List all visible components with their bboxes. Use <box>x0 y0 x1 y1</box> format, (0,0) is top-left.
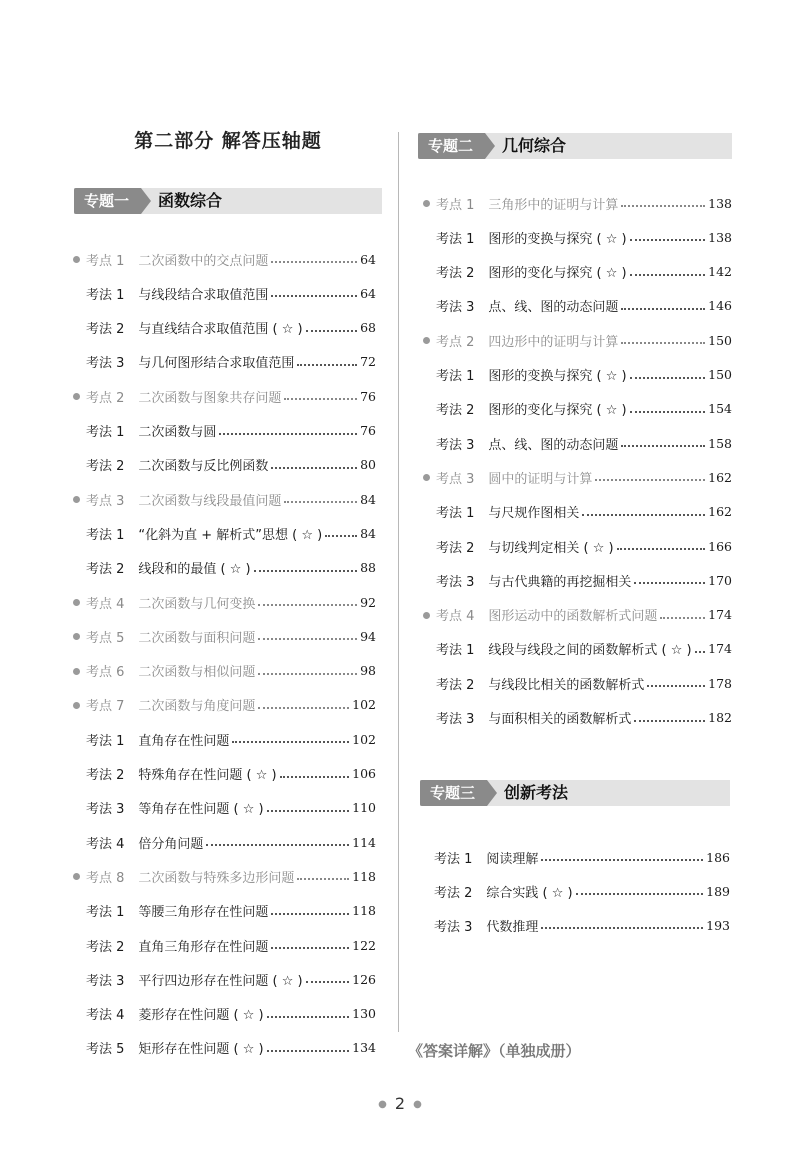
dot-leader <box>258 604 357 606</box>
entry-title: 与线段比相关的函数解析式 <box>488 677 645 693</box>
entry-label: 考法 1 <box>436 231 475 247</box>
toc-entry-method[interactable] <box>434 914 730 936</box>
entry-title: 代数推理 <box>486 919 539 935</box>
entry-label: 考法 2 <box>434 885 473 901</box>
entry-page: 126 <box>352 971 376 987</box>
entry-label: 考法 1 <box>436 506 475 522</box>
dot-leader <box>206 844 349 846</box>
entry-title: 图形的变换与探究 ( ☆ ) <box>488 231 627 247</box>
topic-tag: 专题二 <box>418 133 485 159</box>
entry-title: 图形的变化与探究 ( ☆ ) <box>488 403 627 419</box>
dot-leader <box>634 582 705 584</box>
entry-page: 130 <box>352 1006 376 1022</box>
dot-leader <box>695 651 706 653</box>
toc-entry-method[interactable] <box>86 1037 376 1059</box>
entry-page: 138 <box>708 195 732 211</box>
entry-title: 圆中的证明与计算 <box>488 471 593 487</box>
entry-label: 考点 1 <box>436 197 475 213</box>
entry-page: 138 <box>708 229 732 245</box>
entry-page: 193 <box>706 917 730 933</box>
entry-label: 考法 3 <box>434 919 473 935</box>
entry-page: 182 <box>708 710 732 725</box>
entry-page: 154 <box>708 401 732 417</box>
entry-label: 考法 4 <box>86 1008 125 1024</box>
toc-entry-method[interactable] <box>436 672 732 694</box>
entry-title: 二次函数与相似问题 <box>138 665 256 681</box>
toc-entry-method[interactable] <box>436 432 732 454</box>
toc-entry-method[interactable] <box>436 261 732 283</box>
toc-entry-method[interactable] <box>86 557 376 579</box>
dot-leader <box>267 1050 350 1052</box>
entry-label: 考点 4 <box>86 596 125 612</box>
entry-title: “化斜为直 + 解析式”思想 ( ☆ ) <box>138 527 323 543</box>
entry-label: 考法 2 <box>86 562 125 578</box>
entry-label: 考法 3 <box>86 356 125 372</box>
dot-leader <box>284 501 357 503</box>
dot-leader <box>630 377 706 379</box>
entry-label: 考法 3 <box>436 712 475 727</box>
toc-entry-method[interactable] <box>436 638 732 660</box>
entry-label: 考法 1 <box>436 369 475 384</box>
entry-label: 考法 4 <box>86 836 125 852</box>
dot-leader <box>306 330 357 332</box>
entry-label: 考法 1 <box>86 527 125 543</box>
toc-entry-method[interactable] <box>436 569 732 591</box>
entry-title: 直角三角形存在性问题 <box>138 939 269 955</box>
dot-leader <box>630 274 706 276</box>
entry-title: 与面积相关的函数解析式 <box>488 712 632 727</box>
dot-leader <box>630 239 706 241</box>
dot-leader <box>232 741 349 743</box>
toc-entry-method[interactable] <box>436 398 732 420</box>
entry-title: 与线段结合求取值范围 <box>138 287 269 303</box>
entry-page: 72 <box>360 354 376 370</box>
entry-title: 菱形存在性问题 ( ☆ ) <box>138 1008 264 1024</box>
dot-leader <box>634 720 705 722</box>
topic-banner-innovation <box>420 780 730 806</box>
toc-entry-method[interactable] <box>86 351 376 373</box>
toc-entry-point[interactable] <box>86 591 376 613</box>
entry-label: 考法 3 <box>436 574 475 590</box>
toc-entry-method[interactable] <box>86 831 376 853</box>
bullet-icon: ● <box>413 1099 422 1110</box>
topic-title: 几何综合 <box>502 136 567 155</box>
column-divider <box>398 132 399 1032</box>
entry-title: 直角存在性问题 <box>138 733 230 749</box>
bullet-icon <box>73 393 80 400</box>
dot-leader <box>576 893 704 895</box>
entry-title: 与直线结合求取值范围 ( ☆ ) <box>138 322 303 338</box>
entry-title: 二次函数与反比例函数 <box>138 459 269 475</box>
topic-title: 函数综合 <box>158 191 223 210</box>
dot-leader <box>271 467 357 469</box>
entry-title: 线段与线段之间的函数解析式 ( ☆ ) <box>488 643 692 659</box>
entry-page: 106 <box>352 766 376 781</box>
entry-page: 174 <box>708 641 732 657</box>
dot-leader <box>621 308 705 310</box>
entry-title: 点、线、图的动态问题 <box>488 437 619 453</box>
dot-leader <box>541 927 703 929</box>
entry-label: 考点 1 <box>86 253 125 269</box>
entry-label: 考法 1 <box>436 643 475 659</box>
entry-page: 189 <box>706 883 730 899</box>
entry-page: 174 <box>708 607 732 623</box>
entry-label: 考点 3 <box>436 471 475 487</box>
entry-page: 150 <box>708 367 732 382</box>
entry-title: 图形运动中的函数解析式问题 <box>488 609 658 625</box>
dot-leader <box>219 433 357 435</box>
entry-label: 考法 3 <box>86 802 125 818</box>
entry-page: 186 <box>706 849 730 865</box>
dot-leader <box>541 859 703 861</box>
topic-tag: 专题一 <box>74 188 141 214</box>
toc-entry-point[interactable] <box>86 694 376 716</box>
toc-entry-point[interactable] <box>86 625 376 647</box>
entry-page: 102 <box>352 697 376 713</box>
entry-title: 倍分角问题 <box>138 836 204 852</box>
entry-page: 178 <box>708 675 732 691</box>
entry-label: 考点 8 <box>86 870 125 886</box>
entry-label: 考点 4 <box>436 609 475 625</box>
entry-label: 考点 2 <box>86 390 125 406</box>
entry-label: 考法 1 <box>434 851 473 867</box>
toc-entry-method[interactable] <box>434 846 730 868</box>
topic-banner-functions <box>74 188 382 214</box>
toc-entry-point[interactable] <box>86 488 376 510</box>
dot-leader <box>621 205 705 207</box>
bullet-icon <box>423 337 430 344</box>
entry-label: 考法 1 <box>86 905 125 921</box>
entry-page: 64 <box>360 251 376 267</box>
bullet-icon <box>423 474 430 481</box>
dot-leader <box>582 514 705 516</box>
dot-leader <box>258 673 357 675</box>
dot-leader <box>325 535 357 537</box>
entry-page: 102 <box>352 731 376 747</box>
toc-entry-point[interactable] <box>436 604 732 626</box>
entry-title: 二次函数与角度问题 <box>138 699 256 715</box>
toc-entry-point[interactable] <box>86 865 376 887</box>
entry-label: 考点 5 <box>86 630 125 646</box>
entry-page: 88 <box>360 560 376 576</box>
entry-page: 162 <box>708 469 732 485</box>
entry-label: 考点 6 <box>86 665 125 681</box>
toc-entry-method[interactable] <box>86 900 376 922</box>
entry-title: 平行四边形存在性问题 ( ☆ ) <box>138 973 303 989</box>
entry-title: 点、线、图的动态问题 <box>488 300 619 316</box>
entry-page: 64 <box>360 285 376 301</box>
entry-page: 162 <box>708 504 732 520</box>
toc-entry-method[interactable] <box>86 522 376 544</box>
entry-label: 考法 2 <box>86 322 125 338</box>
entry-page: 122 <box>352 937 376 953</box>
dot-leader <box>647 685 705 687</box>
bullet-icon: ● <box>378 1099 387 1110</box>
bullet-icon <box>423 612 430 619</box>
page-number-value: 2 <box>394 1094 406 1113</box>
toc-entry-point[interactable] <box>436 466 732 488</box>
entry-page: 98 <box>360 663 376 679</box>
entry-page: 76 <box>360 388 376 404</box>
bullet-icon <box>73 599 80 606</box>
toc-entry-point[interactable] <box>86 248 376 270</box>
toc-entry-point[interactable] <box>436 192 732 214</box>
entry-page: 92 <box>360 594 376 610</box>
entry-title: 等角存在性问题 ( ☆ ) <box>138 802 264 818</box>
entry-label: 考法 2 <box>436 266 475 282</box>
entry-title: 阅读理解 <box>486 851 539 867</box>
entry-title: 与尺规作图相关 <box>488 506 580 522</box>
toc-entry-point[interactable] <box>86 660 376 682</box>
toc-entry-method[interactable] <box>86 317 376 339</box>
entry-page: 150 <box>708 332 732 348</box>
entry-title: 二次函数与几何变换 <box>138 596 256 612</box>
entry-label: 考法 1 <box>86 425 125 440</box>
entry-label: 考法 1 <box>86 733 125 749</box>
entry-title: 图形的变换与探究 ( ☆ ) <box>488 369 627 384</box>
entry-label: 考法 2 <box>436 677 475 693</box>
entry-page: 94 <box>360 628 376 644</box>
entry-label: 考法 2 <box>86 459 125 475</box>
entry-title: 二次函数与图象共存问题 <box>138 390 282 406</box>
bullet-icon <box>423 200 430 207</box>
dot-leader <box>660 617 705 619</box>
entry-title: 四边形中的证明与计算 <box>488 334 619 350</box>
toc-entry-point[interactable] <box>86 385 376 407</box>
entry-title: 与切线判定相关 ( ☆ ) <box>488 540 614 556</box>
dot-leader <box>267 1016 350 1018</box>
entry-title: 等腰三角形存在性问题 <box>138 905 269 921</box>
bullet-icon <box>73 702 80 709</box>
entry-page: 114 <box>352 834 376 850</box>
toc-entry-method[interactable] <box>86 282 376 304</box>
entry-page: 142 <box>708 264 732 280</box>
entry-title: 矩形存在性问题 ( ☆ ) <box>138 1042 264 1058</box>
page-number <box>0 1094 800 1113</box>
topic-tag: 专题三 <box>420 780 487 806</box>
entry-label: 考法 1 <box>86 287 125 303</box>
dot-leader <box>617 548 706 550</box>
entry-title: 二次函数与线段最值问题 <box>138 493 282 509</box>
dot-leader <box>267 810 350 812</box>
toc-entry-method[interactable] <box>86 968 376 990</box>
dot-leader <box>284 398 357 400</box>
entry-label: 考法 2 <box>86 939 125 955</box>
entry-page: 158 <box>708 435 732 451</box>
dot-leader <box>258 707 349 709</box>
bullet-icon <box>73 496 80 503</box>
entry-page: 110 <box>352 800 376 816</box>
dot-leader <box>271 947 349 949</box>
toc-entry-method[interactable] <box>436 501 732 523</box>
dot-leader <box>630 411 706 413</box>
toc-entry-method[interactable] <box>86 797 376 819</box>
entry-title: 二次函数与圆 <box>138 425 217 440</box>
dot-leader <box>271 913 349 915</box>
entry-page: 146 <box>708 298 732 314</box>
entry-page: 118 <box>352 868 376 884</box>
entry-page: 118 <box>352 903 376 919</box>
entry-label: 考点 3 <box>86 493 125 509</box>
entry-label: 考法 2 <box>436 403 475 419</box>
entry-label: 考法 3 <box>436 300 475 316</box>
entry-page: 166 <box>708 538 732 554</box>
dot-leader <box>621 445 705 447</box>
toc-entry-method[interactable] <box>436 364 732 386</box>
toc-entry-method[interactable] <box>436 535 732 557</box>
bullet-icon <box>73 873 80 880</box>
toc-entry-method[interactable] <box>436 707 732 729</box>
entry-label: 考点 2 <box>436 334 475 350</box>
bullet-icon <box>73 633 80 640</box>
dot-leader <box>258 638 357 640</box>
dot-leader <box>297 878 349 880</box>
dot-leader <box>621 342 705 344</box>
entry-title: 线段和的最值 ( ☆ ) <box>138 562 251 578</box>
entry-title: 综合实践 ( ☆ ) <box>486 885 573 901</box>
entry-label: 考法 3 <box>86 973 125 989</box>
entry-page: 68 <box>360 320 376 336</box>
entry-title: 与古代典籍的再挖掘相关 <box>488 574 632 590</box>
toc-entry-method[interactable] <box>86 934 376 956</box>
entry-label: 考法 2 <box>86 768 125 783</box>
entry-title: 与几何图形结合求取值范围 <box>138 356 295 372</box>
entry-label: 考法 5 <box>86 1042 125 1058</box>
toc-entry-method[interactable] <box>436 295 732 317</box>
entry-page: 170 <box>708 572 732 588</box>
entry-page: 76 <box>360 423 376 438</box>
entry-page: 134 <box>352 1040 376 1056</box>
entry-title: 二次函数与面积问题 <box>138 630 256 646</box>
entry-label: 考法 3 <box>436 437 475 453</box>
entry-label: 考点 7 <box>86 699 125 715</box>
answer-booklet-note: 《答案详解》（单独成册） <box>408 1042 581 1060</box>
page-title: 第二部分 解答压轴题 <box>134 130 322 152</box>
entry-title: 二次函数中的交点问题 <box>138 253 269 269</box>
dot-leader <box>271 295 357 297</box>
toc-entry-method[interactable] <box>86 420 376 442</box>
toc-entry-method[interactable] <box>86 728 376 750</box>
bullet-icon <box>73 668 80 675</box>
entry-title: 二次函数与特殊多边形问题 <box>138 870 295 886</box>
topic-banner-geometry <box>418 133 732 159</box>
entry-page: 84 <box>360 525 376 541</box>
topic-title: 创新考法 <box>504 783 569 802</box>
toc-entry-method[interactable] <box>436 226 732 248</box>
toc-entry-point[interactable] <box>436 329 732 351</box>
dot-leader <box>254 570 357 572</box>
toc-entry-method[interactable] <box>86 763 376 785</box>
dot-leader <box>280 776 350 778</box>
entry-title: 三角形中的证明与计算 <box>488 197 619 213</box>
toc-entry-method[interactable] <box>434 880 730 902</box>
dot-leader <box>271 261 357 263</box>
entry-page: 84 <box>360 491 376 507</box>
dot-leader <box>595 479 705 481</box>
dot-leader <box>297 364 357 366</box>
dot-leader <box>306 981 350 983</box>
entry-label: 考法 2 <box>436 540 475 556</box>
toc-entry-method[interactable] <box>86 1003 376 1025</box>
bullet-icon <box>73 256 80 263</box>
entry-page: 80 <box>360 457 376 473</box>
entry-title: 特殊角存在性问题 ( ☆ ) <box>138 768 277 783</box>
toc-entry-method[interactable] <box>86 454 376 476</box>
entry-title: 图形的变化与探究 ( ☆ ) <box>488 266 627 282</box>
